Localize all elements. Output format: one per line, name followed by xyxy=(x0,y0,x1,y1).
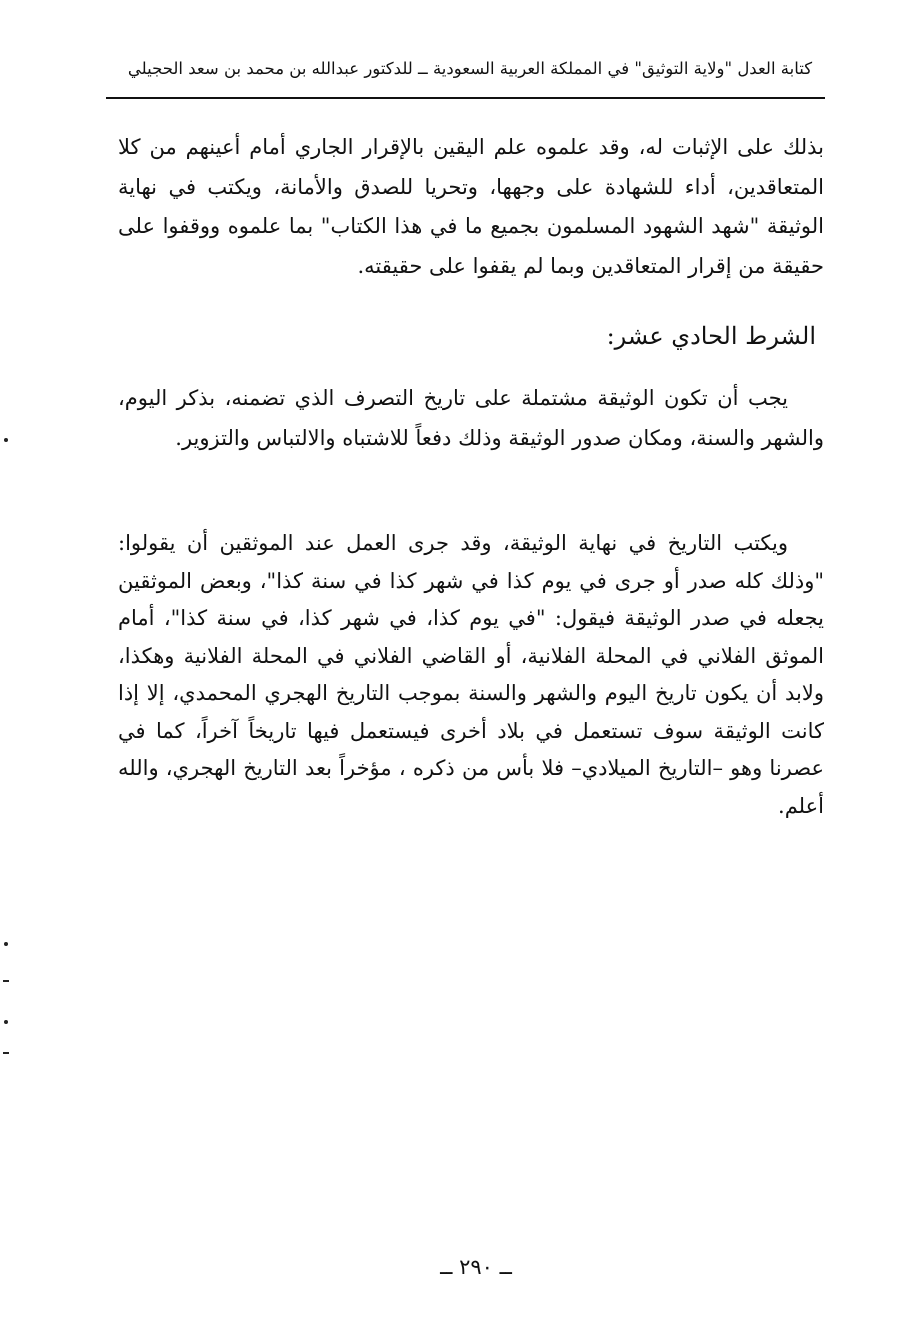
paragraph-continuation xyxy=(118,128,824,286)
paragraph-date-writing xyxy=(118,525,824,825)
scan-mark xyxy=(4,438,8,442)
section-heading: الشرط الحادي عشر: xyxy=(606,322,816,350)
paragraph-text: يجب أن تكون الوثيقة مشتملة على تاريخ التصرف الذي تضمنه، بذكر اليوم، والشهر والسنة، ومكان صدور الوثيقة وذلك دفعاً للاشتباه والالتباس والتزوير. xyxy=(118,386,824,450)
page-number: ــ ٢٩٠ ــ xyxy=(440,1255,512,1279)
scan-mark xyxy=(3,980,9,982)
running-header: كتابة العدل "ولاية التوثيق" في المملكة العربية السعودية ــ للدكتور عبدالله بن محمد بن سعد الحجيلي xyxy=(127,59,813,78)
header-rule xyxy=(106,97,825,99)
scan-mark xyxy=(3,1052,9,1054)
paragraph-text: ويكتب التاريخ في نهاية الوثيقة، وقد جرى العمل عند الموثقين أن يقولوا: "وذلك كله صدر أو جرى في يوم كذا في شهر كذا في سنة كذا"، وبعض الموثقين يجعله في صدر الوثيقة فيقول: "في يوم كذا، في شهر كذا، في سنة كذا"، أمام الموثق الفلاني في المحلة الفلانية، أو القاضي الفلاني في المحلة الفلانية وهكذا، ولابد أن يكون تاريخ اليوم والشهر والسنة بموجب التاريخ الهجري المحمدي، إلا إذا كانت الوثيقة سوف تستعمل في بلاد أخرى فيستعمل فيها تاريخاً آخراً، كما في عصرنا وهو –التاريخ الميلادي– فلا بأس من ذكره ، مؤخراً بعد التاريخ الهجري، والله أعلم. xyxy=(118,531,824,818)
paragraph-condition xyxy=(118,378,824,458)
paragraph-text: بذلك على الإثبات له، وقد علموه علم اليقين بالإقرار الجاري أمام أعينهم من كلا المتعاقدين، أداء للشهادة على وجهها، وتحريا للصدق والأمانة، ويكتب في نهاية الوثيقة "شهد الشهود المسلمون بجميع ما في هذا الكتاب" بما علموه ووقفوا على حقيقة من إقرار المتعاقدين وبما لم يقفوا على حقيقته. xyxy=(118,135,824,278)
scan-mark xyxy=(4,1020,8,1024)
scan-mark xyxy=(4,942,8,946)
